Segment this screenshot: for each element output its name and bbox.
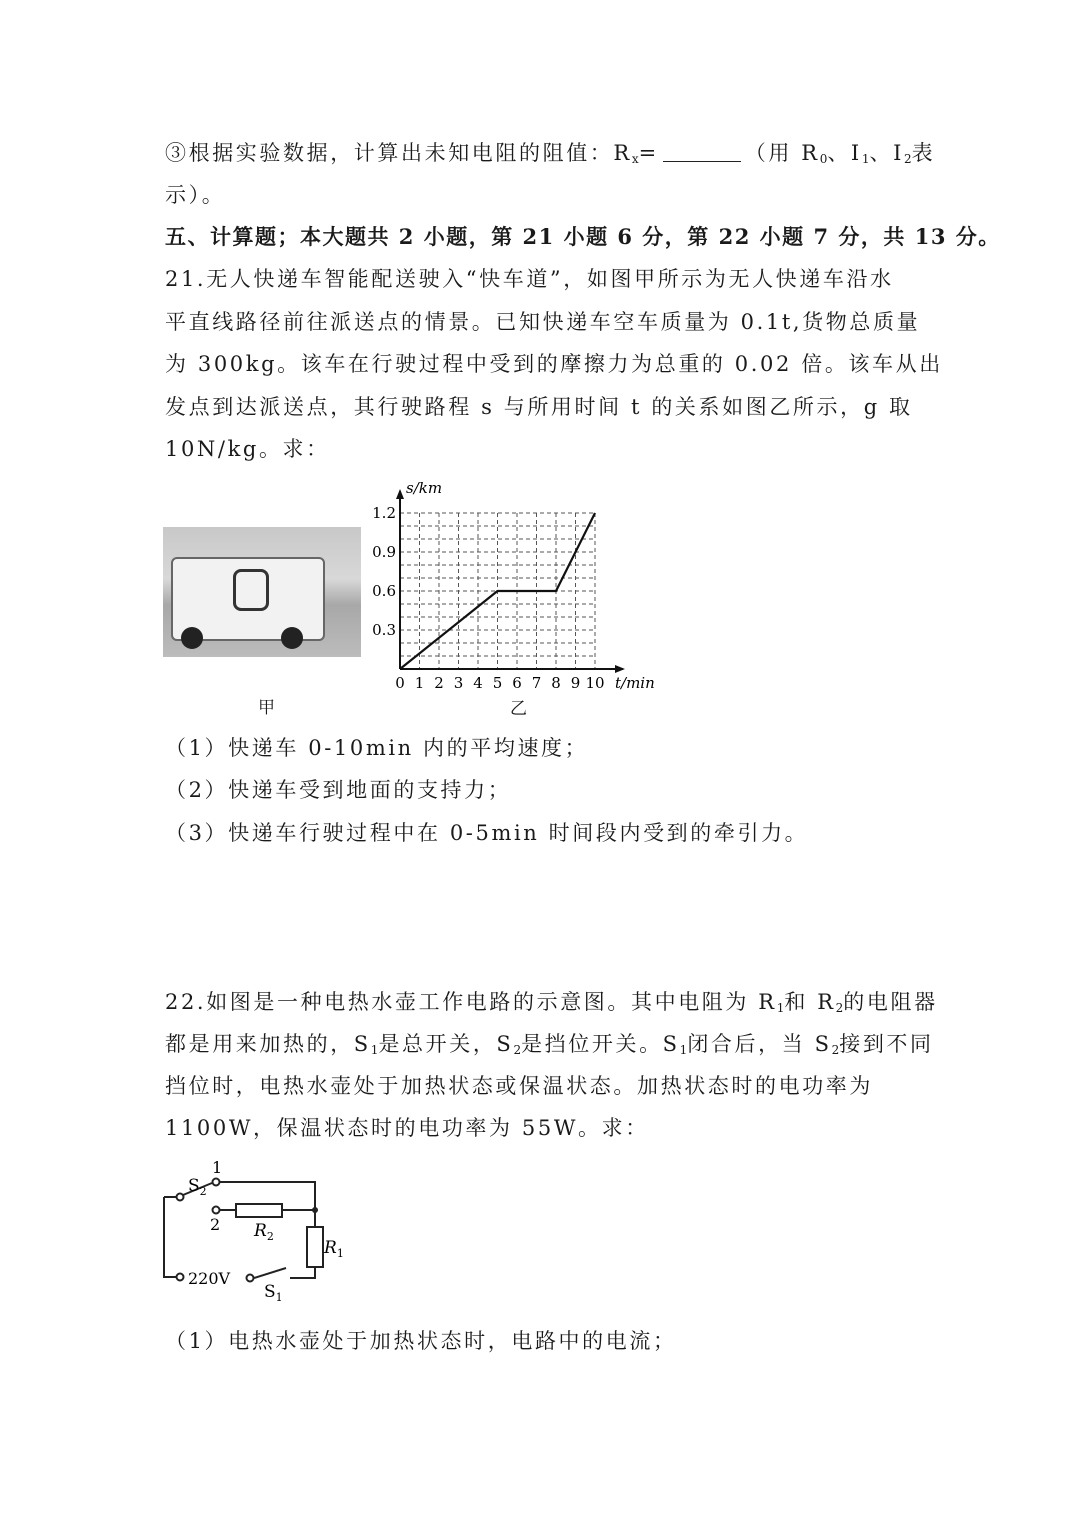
resistor-r2 (236, 1204, 282, 1217)
subscript: 1 (776, 1001, 785, 1015)
wire-top (220, 1182, 315, 1213)
q22-line-4: 1100W，保温状态时的电功率为 55W。求： (165, 1116, 649, 1140)
q21-line-1: 21.无人快递车智能配送驶入“快车道”，如图甲所示为无人快递车沿水 (165, 267, 894, 291)
q21-line-2: 平直线路径前往派送点的情景。已知快递车空车质量为 0.1t,货物总质量 (165, 310, 921, 334)
label-r1: $R_1$ (324, 1238, 344, 1260)
subscript: x (631, 152, 639, 166)
text: 、I (827, 141, 862, 165)
y-tick-label: 1.2 (372, 504, 396, 522)
x-axis-arrow (615, 665, 625, 673)
q20-line-1 (165, 138, 936, 174)
q22-line-3: 挡位时，电热水壶处于加热状态或保温状态。加热状态时的电功率为 (165, 1074, 873, 1098)
subscript: 1 (861, 152, 870, 166)
q21-line-5: 10N/kg。求： (165, 437, 330, 461)
van-wheel (281, 627, 303, 649)
y-tick-label: 0.3 (372, 621, 396, 639)
q21-sub-2: （2）快递车受到地面的支持力； (165, 778, 512, 802)
wire-left (164, 1197, 176, 1277)
text: 表 (911, 141, 936, 165)
text: 接到不同 (839, 1032, 934, 1056)
figure-b-caption: 乙 (510, 699, 527, 719)
s1-pivot (247, 1275, 254, 1282)
q21-sub-1: （1）快递车 0-10min 内的平均速度； (165, 736, 589, 760)
subscript: 2 (513, 1043, 522, 1057)
x-tick-label: 7 (531, 674, 542, 690)
label-voltage: 220V (188, 1269, 231, 1288)
q22-sub-1: （1）电热水壶处于加热状态时，电路中的电流； (165, 1329, 677, 1353)
x-tick-label: 0 (395, 674, 405, 690)
label-pos1: 1 (212, 1158, 223, 1177)
text: 、I (869, 141, 904, 165)
x-tick-label: 2 (434, 674, 444, 690)
x-tick-label: 8 (551, 674, 561, 690)
text: ③根据实验数据，计算出未知电阻的阻值：R (165, 141, 632, 165)
x-axis-label: t/min (615, 674, 655, 690)
text: 闭合后，当 S (687, 1032, 832, 1056)
subscript: 2 (903, 152, 912, 166)
label-r2: $R_2$ (254, 1221, 274, 1243)
x-tick-label: 10 (585, 674, 605, 690)
x-tick-label: 1 (414, 674, 425, 690)
subscript: 1 (679, 1043, 688, 1057)
van-logo (233, 569, 269, 611)
subscript: 2 (835, 1001, 844, 1015)
s1-blade (254, 1268, 286, 1278)
s2-pivot (177, 1194, 184, 1201)
terminal-1 (213, 1179, 220, 1186)
terminal-2 (213, 1207, 220, 1214)
y-tick-label: 0.6 (372, 582, 396, 600)
q22-line-2 (165, 1029, 934, 1065)
section-heading: 五、计算题；本大题共 2 小题，第 21 小题 6 分，第 22 小题 7 分，共 13 分。 (165, 224, 1001, 249)
text: 是总开关，S (378, 1032, 514, 1056)
supply-terminal (177, 1274, 184, 1281)
figure-a-caption: 甲 (258, 698, 275, 718)
junction-dot (312, 1207, 318, 1213)
q22-line-1 (165, 987, 938, 1023)
q21-sub-3: （3）快递车行驶过程中在 0-5min 时间段内受到的牵引力。 (165, 821, 809, 845)
wire-r1-bottom (290, 1267, 315, 1278)
circuit-diagram (150, 1155, 370, 1315)
q21-line-4: 发点到达派送点，其行驶路程 s 与所用时间 t 的关系如图乙所示，g 取 (165, 395, 913, 419)
text: 是挡位开关。S (521, 1032, 680, 1056)
text: 都是用来加热的，S (165, 1032, 371, 1056)
q20-line-2: 示）。 (165, 183, 226, 207)
x-tick-label: 3 (453, 674, 464, 690)
text: 和 R (784, 990, 836, 1014)
text: 的电阻器 (843, 990, 938, 1014)
y-axis-arrow (396, 489, 404, 499)
text: （用 R (744, 141, 820, 165)
x-tick-label: 6 (512, 674, 522, 690)
label-s1: $S_1$ (264, 1282, 283, 1304)
answer-blank[interactable] (663, 143, 741, 162)
x-tick-label: 9 (570, 674, 581, 690)
subscript: 0 (819, 152, 828, 166)
x-tick-label: 5 (492, 674, 503, 690)
st-graph (360, 470, 660, 690)
subscript: 1 (370, 1043, 379, 1057)
label-pos2: 2 (210, 1215, 221, 1234)
subscript: 2 (831, 1043, 840, 1057)
label-s2: $S_2$ (188, 1176, 207, 1198)
text: 22.如图是一种电热水壶工作电路的示意图。其中电阻为 R (165, 990, 777, 1014)
x-tick-label: 4 (473, 674, 483, 690)
resistor-r1 (307, 1227, 323, 1267)
text: = (638, 141, 659, 165)
delivery-van-photo (163, 527, 361, 657)
q21-line-3: 为 300kg。该车在行驶过程中受到的摩擦力为总重的 0.02 倍。该车从出 (165, 352, 943, 376)
y-tick-label: 0.9 (372, 543, 396, 561)
y-axis-label: s/km (406, 479, 443, 497)
van-wheel (181, 627, 203, 649)
